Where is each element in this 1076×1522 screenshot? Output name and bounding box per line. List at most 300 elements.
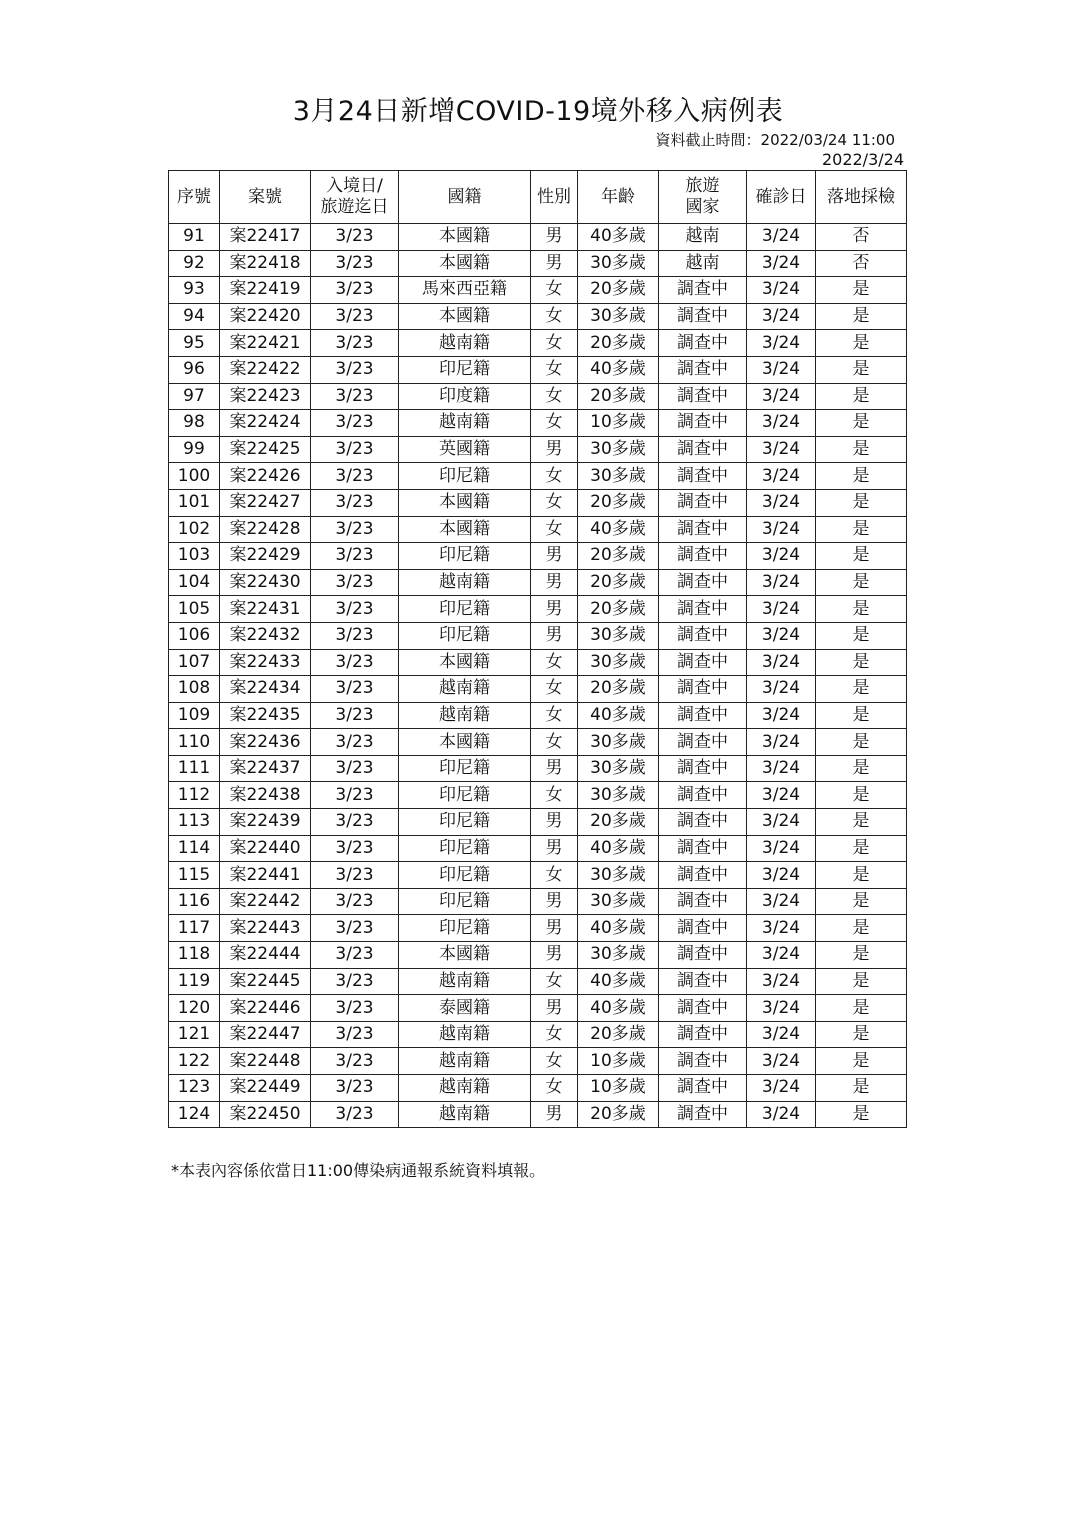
cell-sex: 女	[531, 303, 578, 330]
cell-arrival-test: 是	[816, 755, 907, 782]
cell-nationality: 越南籍	[399, 1101, 531, 1128]
cell-case-no: 案22445	[220, 968, 311, 995]
cell-sex: 女	[531, 463, 578, 490]
cell-age: 30多歲	[578, 436, 659, 463]
cell-age: 40多歲	[578, 995, 659, 1022]
cell-arrival-test: 是	[816, 1075, 907, 1102]
table-row	[169, 224, 907, 251]
cell-travel-country: 調查中	[659, 1101, 747, 1128]
cell-serial: 122	[169, 1048, 220, 1075]
cell-arrival-test: 是	[816, 277, 907, 304]
cell-arrival-test: 是	[816, 702, 907, 729]
cell-age: 30多歲	[578, 888, 659, 915]
cell-nationality: 本國籍	[399, 942, 531, 969]
cell-entry-date: 3/23	[311, 516, 399, 543]
cell-confirm-date: 3/24	[747, 569, 816, 596]
cell-entry-date: 3/23	[311, 862, 399, 889]
cell-arrival-test: 是	[816, 782, 907, 809]
cell-age: 40多歲	[578, 835, 659, 862]
cell-entry-date: 3/23	[311, 888, 399, 915]
cell-age: 30多歲	[578, 942, 659, 969]
cell-case-no: 案22425	[220, 436, 311, 463]
cell-sex: 女	[531, 676, 578, 703]
cell-serial: 97	[169, 383, 220, 410]
cell-sex: 男	[531, 915, 578, 942]
cell-travel-country: 越南	[659, 224, 747, 251]
cell-travel-country: 調查中	[659, 596, 747, 623]
cell-arrival-test: 是	[816, 622, 907, 649]
cell-travel-country: 調查中	[659, 729, 747, 756]
table-header-row	[169, 171, 907, 224]
cell-arrival-test: 是	[816, 729, 907, 756]
cell-travel-country: 調查中	[659, 516, 747, 543]
header-age	[578, 171, 659, 224]
cell-travel-country: 調查中	[659, 782, 747, 809]
header-nationality-label: 國籍	[447, 186, 482, 207]
header-arrival-test	[816, 171, 907, 224]
header-age-label: 年齡	[601, 186, 635, 207]
cell-travel-country: 調查中	[659, 543, 747, 570]
cell-case-no: 案22447	[220, 1021, 311, 1048]
cell-entry-date: 3/23	[311, 622, 399, 649]
cell-sex: 女	[531, 1048, 578, 1075]
cell-travel-country: 調查中	[659, 942, 747, 969]
cell-travel-country: 調查中	[659, 915, 747, 942]
cell-travel-country: 調查中	[659, 330, 747, 357]
data-cutoff-time: 資料截止時間：2022/03/24 11:00	[655, 131, 895, 149]
cell-age: 10多歲	[578, 1048, 659, 1075]
cell-nationality: 英國籍	[399, 436, 531, 463]
cell-age: 30多歲	[578, 622, 659, 649]
cell-confirm-date: 3/24	[747, 968, 816, 995]
cell-confirm-date: 3/24	[747, 516, 816, 543]
cell-travel-country: 調查中	[659, 622, 747, 649]
cell-serial: 120	[169, 995, 220, 1022]
table-row	[169, 1101, 907, 1128]
table-row	[169, 250, 907, 277]
cell-sex: 女	[531, 729, 578, 756]
cell-age: 20多歲	[578, 676, 659, 703]
cell-entry-date: 3/23	[311, 809, 399, 836]
cell-arrival-test: 是	[816, 915, 907, 942]
cell-entry-date: 3/23	[311, 569, 399, 596]
cell-arrival-test: 是	[816, 888, 907, 915]
table-row	[169, 995, 907, 1022]
cell-travel-country: 調查中	[659, 303, 747, 330]
cell-case-no: 案22437	[220, 755, 311, 782]
table-row	[169, 489, 907, 516]
table-row	[169, 968, 907, 995]
cell-arrival-test: 是	[816, 1048, 907, 1075]
cell-entry-date: 3/23	[311, 1021, 399, 1048]
cell-case-no: 案22442	[220, 888, 311, 915]
cell-age: 30多歲	[578, 649, 659, 676]
cell-serial: 98	[169, 410, 220, 437]
cell-serial: 93	[169, 277, 220, 304]
cell-arrival-test: 是	[816, 516, 907, 543]
cell-case-no: 案22423	[220, 383, 311, 410]
cell-case-no: 案22417	[220, 224, 311, 251]
cell-nationality: 馬來西亞籍	[399, 277, 531, 304]
cell-arrival-test: 否	[816, 224, 907, 251]
table-row	[169, 277, 907, 304]
cell-confirm-date: 3/24	[747, 782, 816, 809]
cell-age: 20多歲	[578, 569, 659, 596]
cell-entry-date: 3/23	[311, 835, 399, 862]
table-row	[169, 622, 907, 649]
cell-nationality: 印尼籍	[399, 755, 531, 782]
cell-age: 40多歲	[578, 915, 659, 942]
header-entry-date-label: 入境日/ 旅遊迄日	[320, 176, 389, 217]
cell-sex: 女	[531, 356, 578, 383]
cell-sex: 男	[531, 596, 578, 623]
cell-nationality: 本國籍	[399, 649, 531, 676]
cell-confirm-date: 3/24	[747, 436, 816, 463]
cell-sex: 男	[531, 569, 578, 596]
cell-travel-country: 調查中	[659, 569, 747, 596]
cell-arrival-test: 是	[816, 543, 907, 570]
cell-travel-country: 調查中	[659, 888, 747, 915]
cell-nationality: 印尼籍	[399, 782, 531, 809]
cell-nationality: 印尼籍	[399, 809, 531, 836]
cell-age: 30多歲	[578, 782, 659, 809]
cell-arrival-test: 是	[816, 356, 907, 383]
table-row	[169, 676, 907, 703]
case-table	[168, 170, 907, 1128]
cell-arrival-test: 否	[816, 250, 907, 277]
cell-age: 30多歲	[578, 755, 659, 782]
cell-nationality: 本國籍	[399, 224, 531, 251]
table-row	[169, 782, 907, 809]
cell-entry-date: 3/23	[311, 649, 399, 676]
cell-nationality: 印尼籍	[399, 835, 531, 862]
table-row	[169, 356, 907, 383]
cell-confirm-date: 3/24	[747, 277, 816, 304]
cell-confirm-date: 3/24	[747, 1075, 816, 1102]
cell-confirm-date: 3/24	[747, 835, 816, 862]
cell-confirm-date: 3/24	[747, 330, 816, 357]
cell-case-no: 案22421	[220, 330, 311, 357]
cell-case-no: 案22426	[220, 463, 311, 490]
cell-sex: 女	[531, 782, 578, 809]
cell-serial: 119	[169, 968, 220, 995]
cell-case-no: 案22449	[220, 1075, 311, 1102]
cell-sex: 女	[531, 330, 578, 357]
cell-age: 20多歲	[578, 489, 659, 516]
cell-serial: 103	[169, 543, 220, 570]
cell-travel-country: 調查中	[659, 676, 747, 703]
cell-travel-country: 調查中	[659, 862, 747, 889]
cell-sex: 男	[531, 622, 578, 649]
cell-serial: 113	[169, 809, 220, 836]
cell-serial: 106	[169, 622, 220, 649]
cell-arrival-test: 是	[816, 676, 907, 703]
cell-travel-country: 調查中	[659, 809, 747, 836]
cell-entry-date: 3/23	[311, 250, 399, 277]
cell-sex: 男	[531, 755, 578, 782]
cell-entry-date: 3/23	[311, 968, 399, 995]
header-case-no-label: 案號	[248, 186, 282, 207]
cell-nationality: 越南籍	[399, 410, 531, 437]
table-row	[169, 888, 907, 915]
cell-age: 30多歲	[578, 250, 659, 277]
cell-case-no: 案22438	[220, 782, 311, 809]
cell-case-no: 案22432	[220, 622, 311, 649]
cell-confirm-date: 3/24	[747, 1048, 816, 1075]
table-row	[169, 596, 907, 623]
cell-case-no: 案22431	[220, 596, 311, 623]
cell-sex: 女	[531, 702, 578, 729]
table-row	[169, 702, 907, 729]
cell-serial: 109	[169, 702, 220, 729]
cell-entry-date: 3/23	[311, 463, 399, 490]
cell-age: 40多歲	[578, 224, 659, 251]
cell-entry-date: 3/23	[311, 1048, 399, 1075]
cell-serial: 105	[169, 596, 220, 623]
table-row	[169, 862, 907, 889]
cell-serial: 111	[169, 755, 220, 782]
table-row	[169, 942, 907, 969]
cell-age: 20多歲	[578, 543, 659, 570]
table-row	[169, 1021, 907, 1048]
cell-nationality: 越南籍	[399, 1075, 531, 1102]
cell-arrival-test: 是	[816, 649, 907, 676]
cell-serial: 96	[169, 356, 220, 383]
cell-confirm-date: 3/24	[747, 622, 816, 649]
header-travel-country	[659, 171, 747, 224]
table-row	[169, 569, 907, 596]
cell-entry-date: 3/23	[311, 915, 399, 942]
cell-serial: 104	[169, 569, 220, 596]
cell-nationality: 印尼籍	[399, 888, 531, 915]
cell-sex: 男	[531, 543, 578, 570]
cell-sex: 女	[531, 1021, 578, 1048]
cell-travel-country: 調查中	[659, 1075, 747, 1102]
cell-sex: 女	[531, 862, 578, 889]
cell-nationality: 本國籍	[399, 489, 531, 516]
cell-serial: 121	[169, 1021, 220, 1048]
cell-nationality: 越南籍	[399, 1048, 531, 1075]
cell-sex: 女	[531, 649, 578, 676]
cell-nationality: 印度籍	[399, 383, 531, 410]
cell-serial: 115	[169, 862, 220, 889]
cell-entry-date: 3/23	[311, 596, 399, 623]
cell-nationality: 印尼籍	[399, 862, 531, 889]
table-row	[169, 303, 907, 330]
cell-sex: 女	[531, 1075, 578, 1102]
cell-age: 40多歲	[578, 516, 659, 543]
cell-entry-date: 3/23	[311, 1075, 399, 1102]
cell-case-no: 案22430	[220, 569, 311, 596]
cell-nationality: 本國籍	[399, 303, 531, 330]
cell-confirm-date: 3/24	[747, 888, 816, 915]
cell-case-no: 案22434	[220, 676, 311, 703]
cell-travel-country: 調查中	[659, 489, 747, 516]
cell-travel-country: 調查中	[659, 410, 747, 437]
cell-age: 20多歲	[578, 383, 659, 410]
table-row	[169, 649, 907, 676]
cell-serial: 100	[169, 463, 220, 490]
table-row	[169, 463, 907, 490]
cell-confirm-date: 3/24	[747, 1101, 816, 1128]
cell-arrival-test: 是	[816, 1021, 907, 1048]
cell-serial: 117	[169, 915, 220, 942]
cell-arrival-test: 是	[816, 995, 907, 1022]
cell-case-no: 案22435	[220, 702, 311, 729]
cell-serial: 107	[169, 649, 220, 676]
cell-sex: 男	[531, 436, 578, 463]
cell-case-no: 案22439	[220, 809, 311, 836]
cell-confirm-date: 3/24	[747, 942, 816, 969]
cell-nationality: 印尼籍	[399, 543, 531, 570]
cell-sex: 男	[531, 224, 578, 251]
cell-confirm-date: 3/24	[747, 862, 816, 889]
header-sex	[531, 171, 578, 224]
cell-entry-date: 3/23	[311, 676, 399, 703]
cell-case-no: 案22422	[220, 356, 311, 383]
cell-travel-country: 調查中	[659, 702, 747, 729]
cell-serial: 101	[169, 489, 220, 516]
cell-nationality: 越南籍	[399, 1021, 531, 1048]
cell-confirm-date: 3/24	[747, 224, 816, 251]
cell-confirm-date: 3/24	[747, 543, 816, 570]
cell-arrival-test: 是	[816, 1101, 907, 1128]
cell-nationality: 本國籍	[399, 516, 531, 543]
cell-confirm-date: 3/24	[747, 755, 816, 782]
cell-entry-date: 3/23	[311, 383, 399, 410]
cell-nationality: 印尼籍	[399, 596, 531, 623]
cell-age: 30多歲	[578, 303, 659, 330]
cell-arrival-test: 是	[816, 489, 907, 516]
header-confirm-date	[747, 171, 816, 224]
cell-entry-date: 3/23	[311, 330, 399, 357]
cell-age: 20多歲	[578, 330, 659, 357]
cell-sex: 女	[531, 383, 578, 410]
cell-serial: 92	[169, 250, 220, 277]
table-row	[169, 729, 907, 756]
cell-entry-date: 3/23	[311, 942, 399, 969]
table-row	[169, 835, 907, 862]
cell-case-no: 案22433	[220, 649, 311, 676]
table-row	[169, 330, 907, 357]
cell-sex: 男	[531, 1101, 578, 1128]
cell-travel-country: 調查中	[659, 436, 747, 463]
cell-nationality: 越南籍	[399, 569, 531, 596]
cell-sex: 男	[531, 888, 578, 915]
cell-nationality: 印尼籍	[399, 915, 531, 942]
cell-entry-date: 3/23	[311, 303, 399, 330]
cell-travel-country: 調查中	[659, 835, 747, 862]
cell-arrival-test: 是	[816, 463, 907, 490]
cell-confirm-date: 3/24	[747, 410, 816, 437]
cell-entry-date: 3/23	[311, 702, 399, 729]
cell-nationality: 印尼籍	[399, 622, 531, 649]
cell-age: 20多歲	[578, 809, 659, 836]
cell-age: 40多歲	[578, 356, 659, 383]
cell-entry-date: 3/23	[311, 224, 399, 251]
cell-entry-date: 3/23	[311, 755, 399, 782]
cell-age: 30多歲	[578, 463, 659, 490]
cell-confirm-date: 3/24	[747, 729, 816, 756]
cell-entry-date: 3/23	[311, 277, 399, 304]
cell-sex: 男	[531, 809, 578, 836]
table-row	[169, 915, 907, 942]
cell-travel-country: 調查中	[659, 649, 747, 676]
cell-serial: 112	[169, 782, 220, 809]
cell-case-no: 案22429	[220, 543, 311, 570]
cell-nationality: 越南籍	[399, 702, 531, 729]
cell-case-no: 案22448	[220, 1048, 311, 1075]
cell-serial: 116	[169, 888, 220, 915]
cell-confirm-date: 3/24	[747, 250, 816, 277]
cell-travel-country: 調查中	[659, 995, 747, 1022]
header-entry-date	[311, 171, 399, 224]
cell-arrival-test: 是	[816, 942, 907, 969]
cell-serial: 95	[169, 330, 220, 357]
cell-case-no: 案22440	[220, 835, 311, 862]
cell-serial: 114	[169, 835, 220, 862]
header-nationality	[399, 171, 531, 224]
cell-sex: 男	[531, 835, 578, 862]
cell-case-no: 案22427	[220, 489, 311, 516]
cell-sex: 女	[531, 277, 578, 304]
cell-sex: 女	[531, 410, 578, 437]
cell-arrival-test: 是	[816, 968, 907, 995]
cell-confirm-date: 3/24	[747, 702, 816, 729]
cell-case-no: 案22419	[220, 277, 311, 304]
cell-case-no: 案22444	[220, 942, 311, 969]
cell-arrival-test: 是	[816, 303, 907, 330]
cell-case-no: 案22443	[220, 915, 311, 942]
cell-confirm-date: 3/24	[747, 809, 816, 836]
header-confirm-date-label: 確診日	[755, 186, 807, 207]
header-arrival-test-label: 落地採檢	[827, 186, 895, 207]
cell-age: 40多歲	[578, 702, 659, 729]
cell-entry-date: 3/23	[311, 356, 399, 383]
cell-arrival-test: 是	[816, 383, 907, 410]
cell-confirm-date: 3/24	[747, 356, 816, 383]
cell-travel-country: 調查中	[659, 755, 747, 782]
cell-confirm-date: 3/24	[747, 383, 816, 410]
cell-age: 30多歲	[578, 862, 659, 889]
cell-arrival-test: 是	[816, 436, 907, 463]
cell-nationality: 越南籍	[399, 330, 531, 357]
cell-sex: 女	[531, 516, 578, 543]
cell-case-no: 案22418	[220, 250, 311, 277]
cell-sex: 男	[531, 250, 578, 277]
cell-sex: 女	[531, 489, 578, 516]
cell-entry-date: 3/23	[311, 543, 399, 570]
cell-case-no: 案22436	[220, 729, 311, 756]
cell-case-no: 案22420	[220, 303, 311, 330]
report-date: 2022/3/24	[821, 150, 904, 169]
cell-nationality: 泰國籍	[399, 995, 531, 1022]
table-body	[169, 224, 907, 1128]
cell-entry-date: 3/23	[311, 782, 399, 809]
table-row	[169, 1075, 907, 1102]
header-serial-label: 序號	[177, 186, 211, 207]
cell-arrival-test: 是	[816, 569, 907, 596]
cell-age: 20多歲	[578, 1021, 659, 1048]
cell-arrival-test: 是	[816, 809, 907, 836]
cell-entry-date: 3/23	[311, 410, 399, 437]
cell-case-no: 案22441	[220, 862, 311, 889]
cell-travel-country: 調查中	[659, 383, 747, 410]
table-row	[169, 755, 907, 782]
cell-serial: 110	[169, 729, 220, 756]
page-title: 3月24日新增COVID-19境外移入病例表	[292, 96, 784, 127]
cell-age: 40多歲	[578, 968, 659, 995]
